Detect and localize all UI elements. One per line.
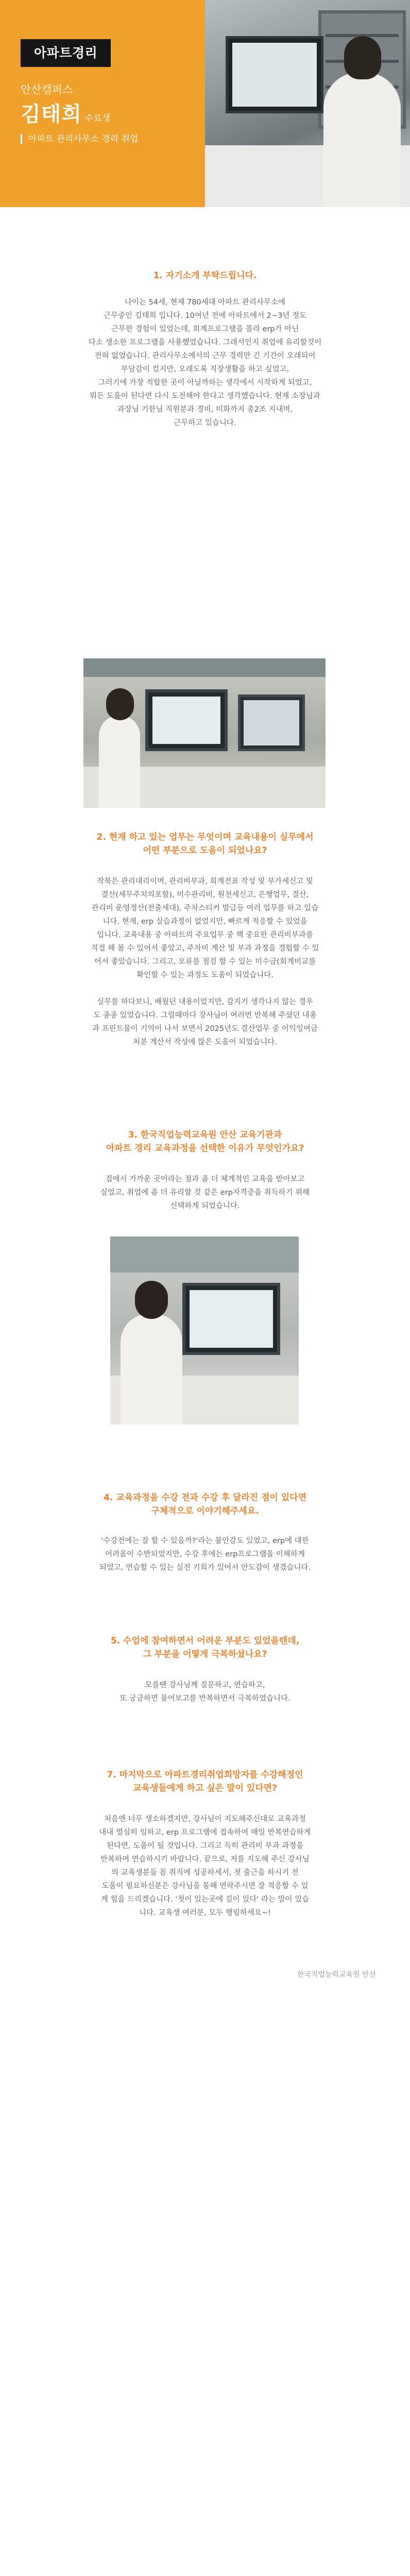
question-2	[0, 831, 410, 857]
answer-line: 의 교육생분들 꼼 취직에 성공하세서, 첫 출근을 하시기 전	[111, 1869, 299, 1877]
course-title: 아파트 관리사무소 경리 취업	[21, 134, 138, 144]
answer-line: 싶었고, 취업에 좀 더 유리할 것 같은 erp자격증을 취득하기 위해	[100, 1189, 310, 1197]
answer-line: 도움이 필요하신분은 강사님을 통해 연락주시면 잘 적응할 수 있	[101, 1882, 309, 1890]
student-role: 수료생	[84, 113, 111, 124]
answer-line: 근무한 경험이 있었는데, 회계프로그램을 몰라 erp가 아닌	[111, 325, 299, 333]
campus-label: 안산캠퍼스	[21, 83, 73, 96]
answer-line: 관리비 운영정산(전출세대), 주차스티커 발급등 여러 업무를 하고 있습	[91, 904, 319, 912]
question-line: 5. 수업에 참여하면서 어려운 부분도 있었을텐데,	[110, 1636, 300, 1646]
answer-line: 입니다. 교육내용 중 아파트의 주요업무 중 핵 중요한 관리비부과를	[97, 931, 313, 939]
question-line: 어떤 부분으로 도움이 되었나요?	[143, 845, 267, 856]
header-text-panel	[0, 0, 206, 207]
answer-line: 게 힘을 드리겠습니다. '첫이 있는곳에 길이 있다' 라는 말이 있습	[100, 1895, 310, 1904]
answer-line: 도 종종 있었습니다. 그럴때마다 강사님이 여러번 반복해 주셨던 내용	[93, 1011, 317, 1020]
question-line: 아파트 경리 교육과정을 선택한 이유가 무엇인가요?	[106, 1143, 304, 1154]
answer-line: 부담감이 컸지만, 오래도록 직장생활을 하고 싶었고,	[121, 365, 289, 374]
answer-5	[0, 1679, 410, 1705]
answer-7	[0, 1812, 410, 1920]
question-line: 1. 자기소개 부탁드립니다.	[153, 270, 257, 281]
office-photo-1	[83, 658, 326, 808]
answer-line: 근무하고 있습니다.	[174, 419, 236, 427]
answer-line: 니다. 현재, erp 실습과정이 없었지만, 빠르게 적응할 수 있었을	[102, 918, 308, 926]
question-7	[0, 1768, 410, 1795]
office-photo-2	[110, 1236, 299, 1425]
answer-4	[0, 1534, 410, 1574]
question-1	[0, 269, 410, 282]
profile-header	[0, 0, 410, 207]
answer-line: 된다면, 도움이 될 것입니다. 그리고 득히 관리비 부과 과정을	[106, 1842, 304, 1850]
answer-line: 그러기에 가장 적합한 곳이 아닐까하는 생각에서 시작하게 되었고,	[98, 379, 312, 387]
answer-line: 확인할 수 있는 과정도 도움이 되었습니다.	[136, 971, 274, 979]
question-line: 7. 마지막으로 아파트경리취업희망자를 수강해정인	[107, 1770, 303, 1780]
answer-2	[0, 875, 410, 1049]
answer-1	[0, 296, 410, 430]
question-line: 구체적으로 이야기해주세요.	[151, 1506, 259, 1516]
answer-line: 처분 계산서 작성에 많은 도움이 되었습니다.	[133, 1038, 277, 1046]
answer-line: 어서 좋았습니다. 그리고, 오류를 점검 할 수 있는 미수금(회계비교를	[94, 958, 316, 966]
answer-line: 어려움이 수반되었지만, 수강 후에는 erp프로그램을 이해하게	[105, 1550, 305, 1558]
answer-line: 과 프린트물이 기억이 나서 보면서 2025년도 결산업무 중 이익잉여금	[92, 1025, 318, 1033]
answer-line: 또 궁금하면 물어보고를 반복하면서 극복하였습니다.	[119, 1694, 291, 1703]
answer-line: 직접 해 볼 수 있어서 좋았고, 주차비 계산 및 부과 과정을 경험할 수 있	[91, 944, 319, 953]
question-5	[0, 1634, 410, 1661]
answer-line: 결산(세무주치의포함), 미수관리비, 원천세신고, 은행업무, 결산,	[101, 891, 309, 899]
question-line: 3. 한국직업능력교육원 안산 교육기관과	[128, 1130, 282, 1140]
answer-line: 과장님 기한님 직원분과 경비, 미화까지 총2조 지내며,	[117, 405, 293, 414]
answer-line: 다소 생소한 프로그램을 사용했었습니다. 그래서인지 취업에 유리할것이	[88, 338, 322, 347]
question-line: 4. 교육과정을 수강 전과 수강 후 달라진 점이 있다면	[103, 1493, 307, 1503]
answer-line: 모를땐 강사님께 질문하고, 연습하고,	[145, 1681, 265, 1689]
answer-line: 실무를 하다보니, 배웠던 내용이었지만, 감지기 생각나지 않는 경우	[97, 998, 313, 1006]
answer-3	[0, 1173, 410, 1213]
footer-signature: 한국직업능력교육원 안산	[297, 1971, 376, 1979]
answer-line: 작북은 관리대리이며, 관리비부과, 회계전표 작성 및 부가세신고 및	[97, 877, 313, 886]
answer-line: 되었고, 연습할 수 있는 실전 기회가 있어서 안도감이 생겼습니다.	[99, 1564, 311, 1572]
question-line: 교육생들에게 하고 싶은 말이 있다면?	[133, 1783, 277, 1793]
answer-line: 선택하게 되었습니다.	[170, 1202, 240, 1210]
answer-line: 전혀 없었습니다. 관리사무소에서의 근무 경력만 긴 기간이 오래되어	[94, 352, 316, 360]
answer-line: 처음엔 너무 생소하겠지만, 강사님이 지도해주신대로 교육과정	[104, 1815, 306, 1823]
question-4	[0, 1491, 410, 1518]
answer-line: 니다. 교육생 여러분, 모두 행림하세요~!	[139, 1909, 271, 1917]
question-3	[0, 1128, 410, 1155]
photo-monitor	[226, 36, 323, 113]
answer-line: 뭐든 도움이 된다면 다시 도전해야 한다고 생각했습니다. 현재 소장님과	[90, 392, 320, 400]
answer-line: '수강전에는 잘 할 수 있을까?'라는 불안감도 있었고, erp에 대한	[101, 1537, 309, 1545]
answer-line: 근무중인 김태희 입니다. 10여년 전에 아파트에서 2~3년 정도	[103, 312, 307, 320]
question-line: 2. 현재 하고 있는 업무는 무엇이며 교육내용이 실무에서	[96, 832, 314, 842]
question-line: 그 부분을 어떻게 극복하셨나요?	[143, 1649, 267, 1659]
answer-line	[0, 982, 410, 995]
student-name-row	[21, 98, 110, 127]
student-name: 김태희	[21, 103, 82, 126]
answer-line: 내내 열심히 임하고, erp 프로그램에 접속하여 매일 반복연습하게	[99, 1828, 311, 1837]
photo-person	[323, 72, 401, 207]
answer-line: 집에서 가까운 곳이라는 점과 좀 더 체계적인 교육을 받아보고	[105, 1175, 305, 1183]
answer-line: 나이는 54세, 현재 780세대 아파트 관리사무소에	[125, 298, 285, 307]
course-badge: 아파트경리	[21, 39, 111, 67]
header-photo	[205, 0, 410, 207]
answer-line: 반복하여 연습하시기 바랍니다. 끝으로, 저를 지도해 주신 강사님	[100, 1855, 310, 1863]
